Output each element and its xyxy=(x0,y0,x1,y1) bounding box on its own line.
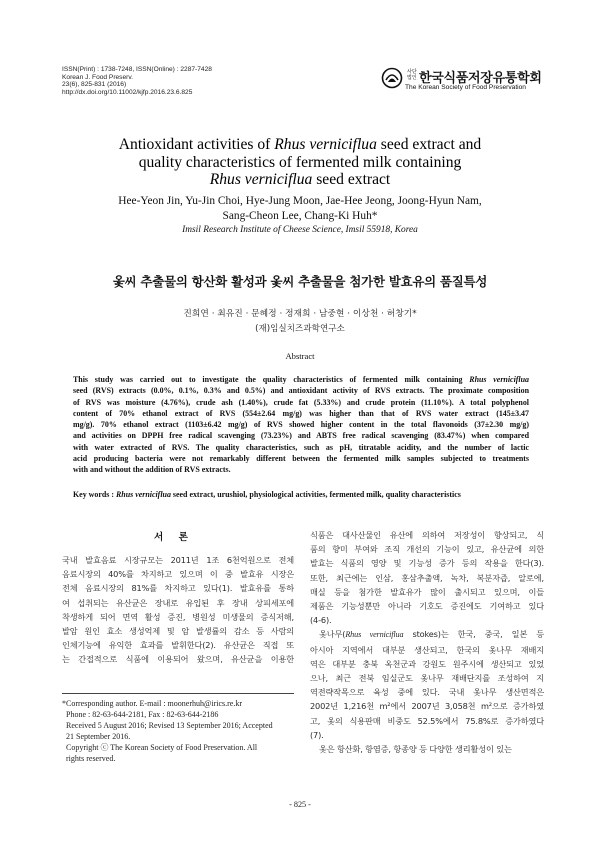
society-header xyxy=(381,66,551,96)
contact-phone: Phone : 82-63-644-2181, Fax : 82-63-644-2186 xyxy=(66,710,219,719)
society-type-label: 사단법인 xyxy=(407,69,417,81)
issn-line: ISSN(Print) : 1738-7248, ISSN(Online) : 2287-7428 xyxy=(62,66,212,73)
society-name-korean: 한국식품저장유통학회 xyxy=(419,71,542,86)
title-line-3: Rhus verniciflua seed extract xyxy=(209,171,391,188)
korean-title: 옻씨 추출물의 항산화 활성과 옻씨 추출물을 첨가한 발효유의 품질특성 xyxy=(112,274,488,289)
society-name-english: The Korean Society of Food Preservation xyxy=(405,84,526,91)
korean-affiliation: (재)임실치즈과학연구소 xyxy=(255,324,345,334)
paper-title xyxy=(60,136,540,189)
title-species: Rhus verniciflua xyxy=(274,136,377,153)
intro-left-column: 국내 발효음료 시장규모는 2011년 1조 6천억원으로 전체 음료시장의 40%를 차지하고 있으며 이 중 발효유 시장은 전체 음료시장의 81%를 차지하고 있다(1). 발효유를 통하 여 섭취되는 유산균은 장내로 유입된 후 장내 상피세포에 착생하게 되어 면역 활성 증진, 병원성 미생물의 증식저해, 발암 원인 효소 생성억제 및 암 발생률의 감소 등 사람의 인체기능에 유익한 효과를 발휘한다(2). 유산균은 직접 또 는 간접적으로 식품에 이용되어 왔으며, 유산균을 이용한 xyxy=(62,555,294,665)
abstract-heading: Abstract xyxy=(285,351,315,361)
abstract-body: This study was carried out to investigate the quality characteristics of fermented milk containing Rhus verniciflua seed (RVS) extracts (0.0%, 0.1%, 0.3% and 0.5%) and antioxidant activity of RVS extracts. The proximate composition of RVS was moisture (4.76%), crude ash (1.40%), crude fat (5.33%) and crude protein (11.10%). A total polyphenol content of 70% ethanol extract of RVS (554±2.64 mg/g) was higher than that of RVS water extract (145±3.47 mg/g). 70% ethanol extract (1103±6.42 mg/g) of RVS showed higher content in the total flavonoids (37±2.30 mg/g) and activities on DPPH free radical scavenging (73.23%) and ABTS free radical scavenging (83.47%) when compared with water extracted of RVS. The quality characteristics, such as pH, titratable acidity, and the number of lactic acid producing bacteria were not remarkably different between the fermented milk samples subjected to treatments with and without the addition of RVS extracts. xyxy=(73,375,530,474)
journal-name: Korean J. Food Preserv. xyxy=(62,73,133,81)
title-line-1: Antioxidant activities of Rhus verniciflua seed extract and xyxy=(118,136,482,153)
author-list: Hee-Yeon Jin, Yu-Jin Choi, Hye-Jung Moon, Jae-Hee Jeong, Joong-Hyun Nam, Sang-Cheon Lee, Chang-Ki Huh* xyxy=(118,195,482,222)
journal-meta xyxy=(62,66,212,96)
intro-right-column: 식품은 대사산물인 유산에 의하여 저장성이 향상되고, 식 품의 향미 부여와 조직 개선의 기능이 있고, 유산균에 의한 발효는 식품의 영양 및 기능성 증가 등의 작용을 한다(3). 또한, 최근에는 인삼, 홍삼추출액, 녹차, 복분자즙, 알로에, 매실 등을 첨가한 발효유가 많이 출시되고 있으며, 이들 제품은 기능성뿐만 아니라 기호도 증진에도 기여하고 있다 (4-6). 옻나무(Rhus verniciflua stokes)는 한국, 중국, 일본 등 아시아 지역에서 대부분 생산되고, 한국의 옻나무 재배지 역은 대부분 충북 옥천군과 강원도 원주시에 생산되고 있었 으나, 최근 전북 임실군도 옻나무 재배단지를 조성하여 지 역전략작목으로 육성 중에 있다. 국내 옻나무 생산면적은 2002년 1,216천 m²에서 2007년 3,058천 m²으로 증가하였 고, 옻의 식용판매 비중도 52.5%에서 75.8%로 증가하였다 (7). 옻은 항산화, 항염증, 항종양 등 다양한 생리활성이 있는 xyxy=(310,530,545,755)
footnote: *Corresponding author. E-mail : moonerhuh@irics.re.kr Phone : 82-63-644-2181, Fax : 82-63-644-2186 Received 5 August 2016; Revised 13 September 2016; Accepted 21 September 2016. Copyright ⓒ The Korean Society of Food Preservation. All rights reserved. xyxy=(62,698,296,764)
received-dates: Received 5 August 2016; Revised 13 September 2016; Accepted xyxy=(66,721,273,730)
title-line-2: quality characteristics of fermented milk containing xyxy=(138,153,462,171)
korean-author-list: 진희연 · 최유진 · 문혜정 · 정재희 · 남중현 · 이상천 · 허창기* xyxy=(183,309,417,319)
keywords: Key words : Rhus verniciflua seed extract, urushiol, physiological activities, fermented milk, quality characteristics xyxy=(73,490,461,499)
introduction-heading: 서 론 xyxy=(154,532,194,543)
author-affiliation: Imsil Research Institute of Cheese Science, Imsil 55918, Korea xyxy=(182,225,418,235)
doi-link[interactable]: http://dx.doi.org/10.11002/kjfp.2016.23.6.825 xyxy=(62,88,193,96)
society-emblem-icon xyxy=(381,67,403,89)
footnote-divider xyxy=(62,693,294,694)
volume-pages: 23(6), 825-831 (2016) xyxy=(62,81,127,89)
corresponding-author: *Corresponding author. E-mail : moonerhuh@irics.re.kr xyxy=(62,699,242,708)
copyright: Copyright ⓒ The Korean Society of Food Preservation. All xyxy=(66,743,258,752)
page-number: - 825 - xyxy=(289,800,311,809)
